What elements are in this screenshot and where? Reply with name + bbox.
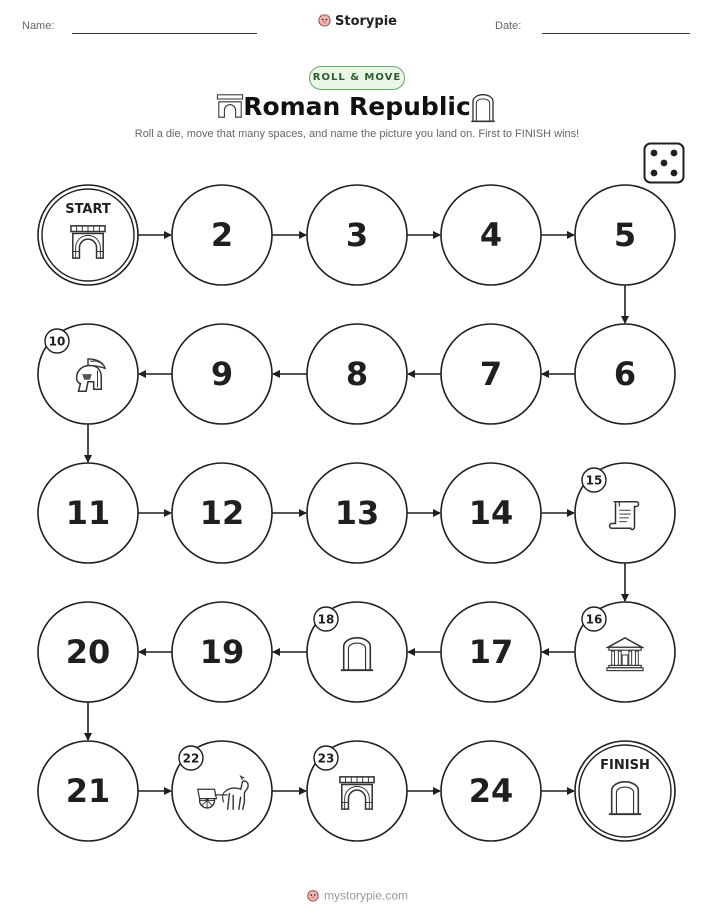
space-number: 11 <box>65 494 111 532</box>
board-space-10[interactable] <box>38 324 138 424</box>
board-space-9[interactable] <box>172 324 272 424</box>
space-number: 6 <box>613 355 637 393</box>
board-space-13[interactable] <box>307 463 407 563</box>
board-space-18[interactable] <box>307 602 407 702</box>
space-number: 21 <box>65 772 111 810</box>
category-badge: ROLL & MOVE <box>309 66 405 90</box>
space-number: 22 <box>182 751 200 766</box>
brand-name: Storypie <box>335 14 397 29</box>
space-number: 12 <box>199 494 245 532</box>
board-space-7[interactable] <box>441 324 541 424</box>
board-space-11[interactable] <box>38 463 138 563</box>
board-space-22[interactable] <box>172 741 272 841</box>
space-number: 17 <box>468 633 514 671</box>
board-space-24[interactable] <box>441 741 541 841</box>
board-space-19[interactable] <box>172 602 272 702</box>
space-label: START <box>65 202 111 217</box>
board-space-4[interactable] <box>441 185 541 285</box>
space-label: FINISH <box>600 758 650 773</box>
board-space-15[interactable] <box>575 463 675 563</box>
space-number: 10 <box>48 334 66 349</box>
date-label: Date: <box>495 20 522 32</box>
board-space-8[interactable] <box>307 324 407 424</box>
instructions: Roll a die, move that many spaces, and name the picture you land on. First to FINISH wins! <box>134 128 580 140</box>
footer-url[interactable]: mystorypie.com <box>323 888 409 903</box>
space-number: 19 <box>199 633 245 671</box>
space-number: 3 <box>345 216 369 254</box>
board-space-14[interactable] <box>441 463 541 563</box>
space-number: 13 <box>334 494 380 532</box>
space-number: 2 <box>210 216 234 254</box>
board-space-6[interactable] <box>575 324 675 424</box>
board-space-17[interactable] <box>441 602 541 702</box>
footer <box>0 888 714 905</box>
space-number: 9 <box>210 355 234 393</box>
board-space-5[interactable] <box>575 185 675 285</box>
space-number: 4 <box>479 216 503 254</box>
finish-space[interactable] <box>575 741 675 841</box>
board-space-12[interactable] <box>172 463 272 563</box>
tablet-icon <box>341 638 373 670</box>
tablet-icon <box>609 782 641 814</box>
page-title: Roman Republic <box>243 92 471 121</box>
space-number: 16 <box>585 612 603 627</box>
space-number: 14 <box>468 494 514 532</box>
board-space-3[interactable] <box>307 185 407 285</box>
name-label: Name: <box>22 20 55 32</box>
space-number: 23 <box>317 751 335 766</box>
board-space-16[interactable] <box>575 602 675 702</box>
space-number: 20 <box>65 633 111 671</box>
space-number: 7 <box>479 355 503 393</box>
board-space-21[interactable] <box>38 741 138 841</box>
pig-icon <box>306 888 320 905</box>
space-number: 5 <box>613 216 637 254</box>
board-space-23[interactable] <box>307 741 407 841</box>
board-space-20[interactable] <box>38 602 138 702</box>
board-space-2[interactable] <box>172 185 272 285</box>
space-number: 15 <box>585 473 603 488</box>
start-space[interactable] <box>38 185 138 285</box>
space-number: 18 <box>317 612 335 627</box>
space-number: 8 <box>345 355 369 393</box>
space-number: 24 <box>468 772 514 810</box>
